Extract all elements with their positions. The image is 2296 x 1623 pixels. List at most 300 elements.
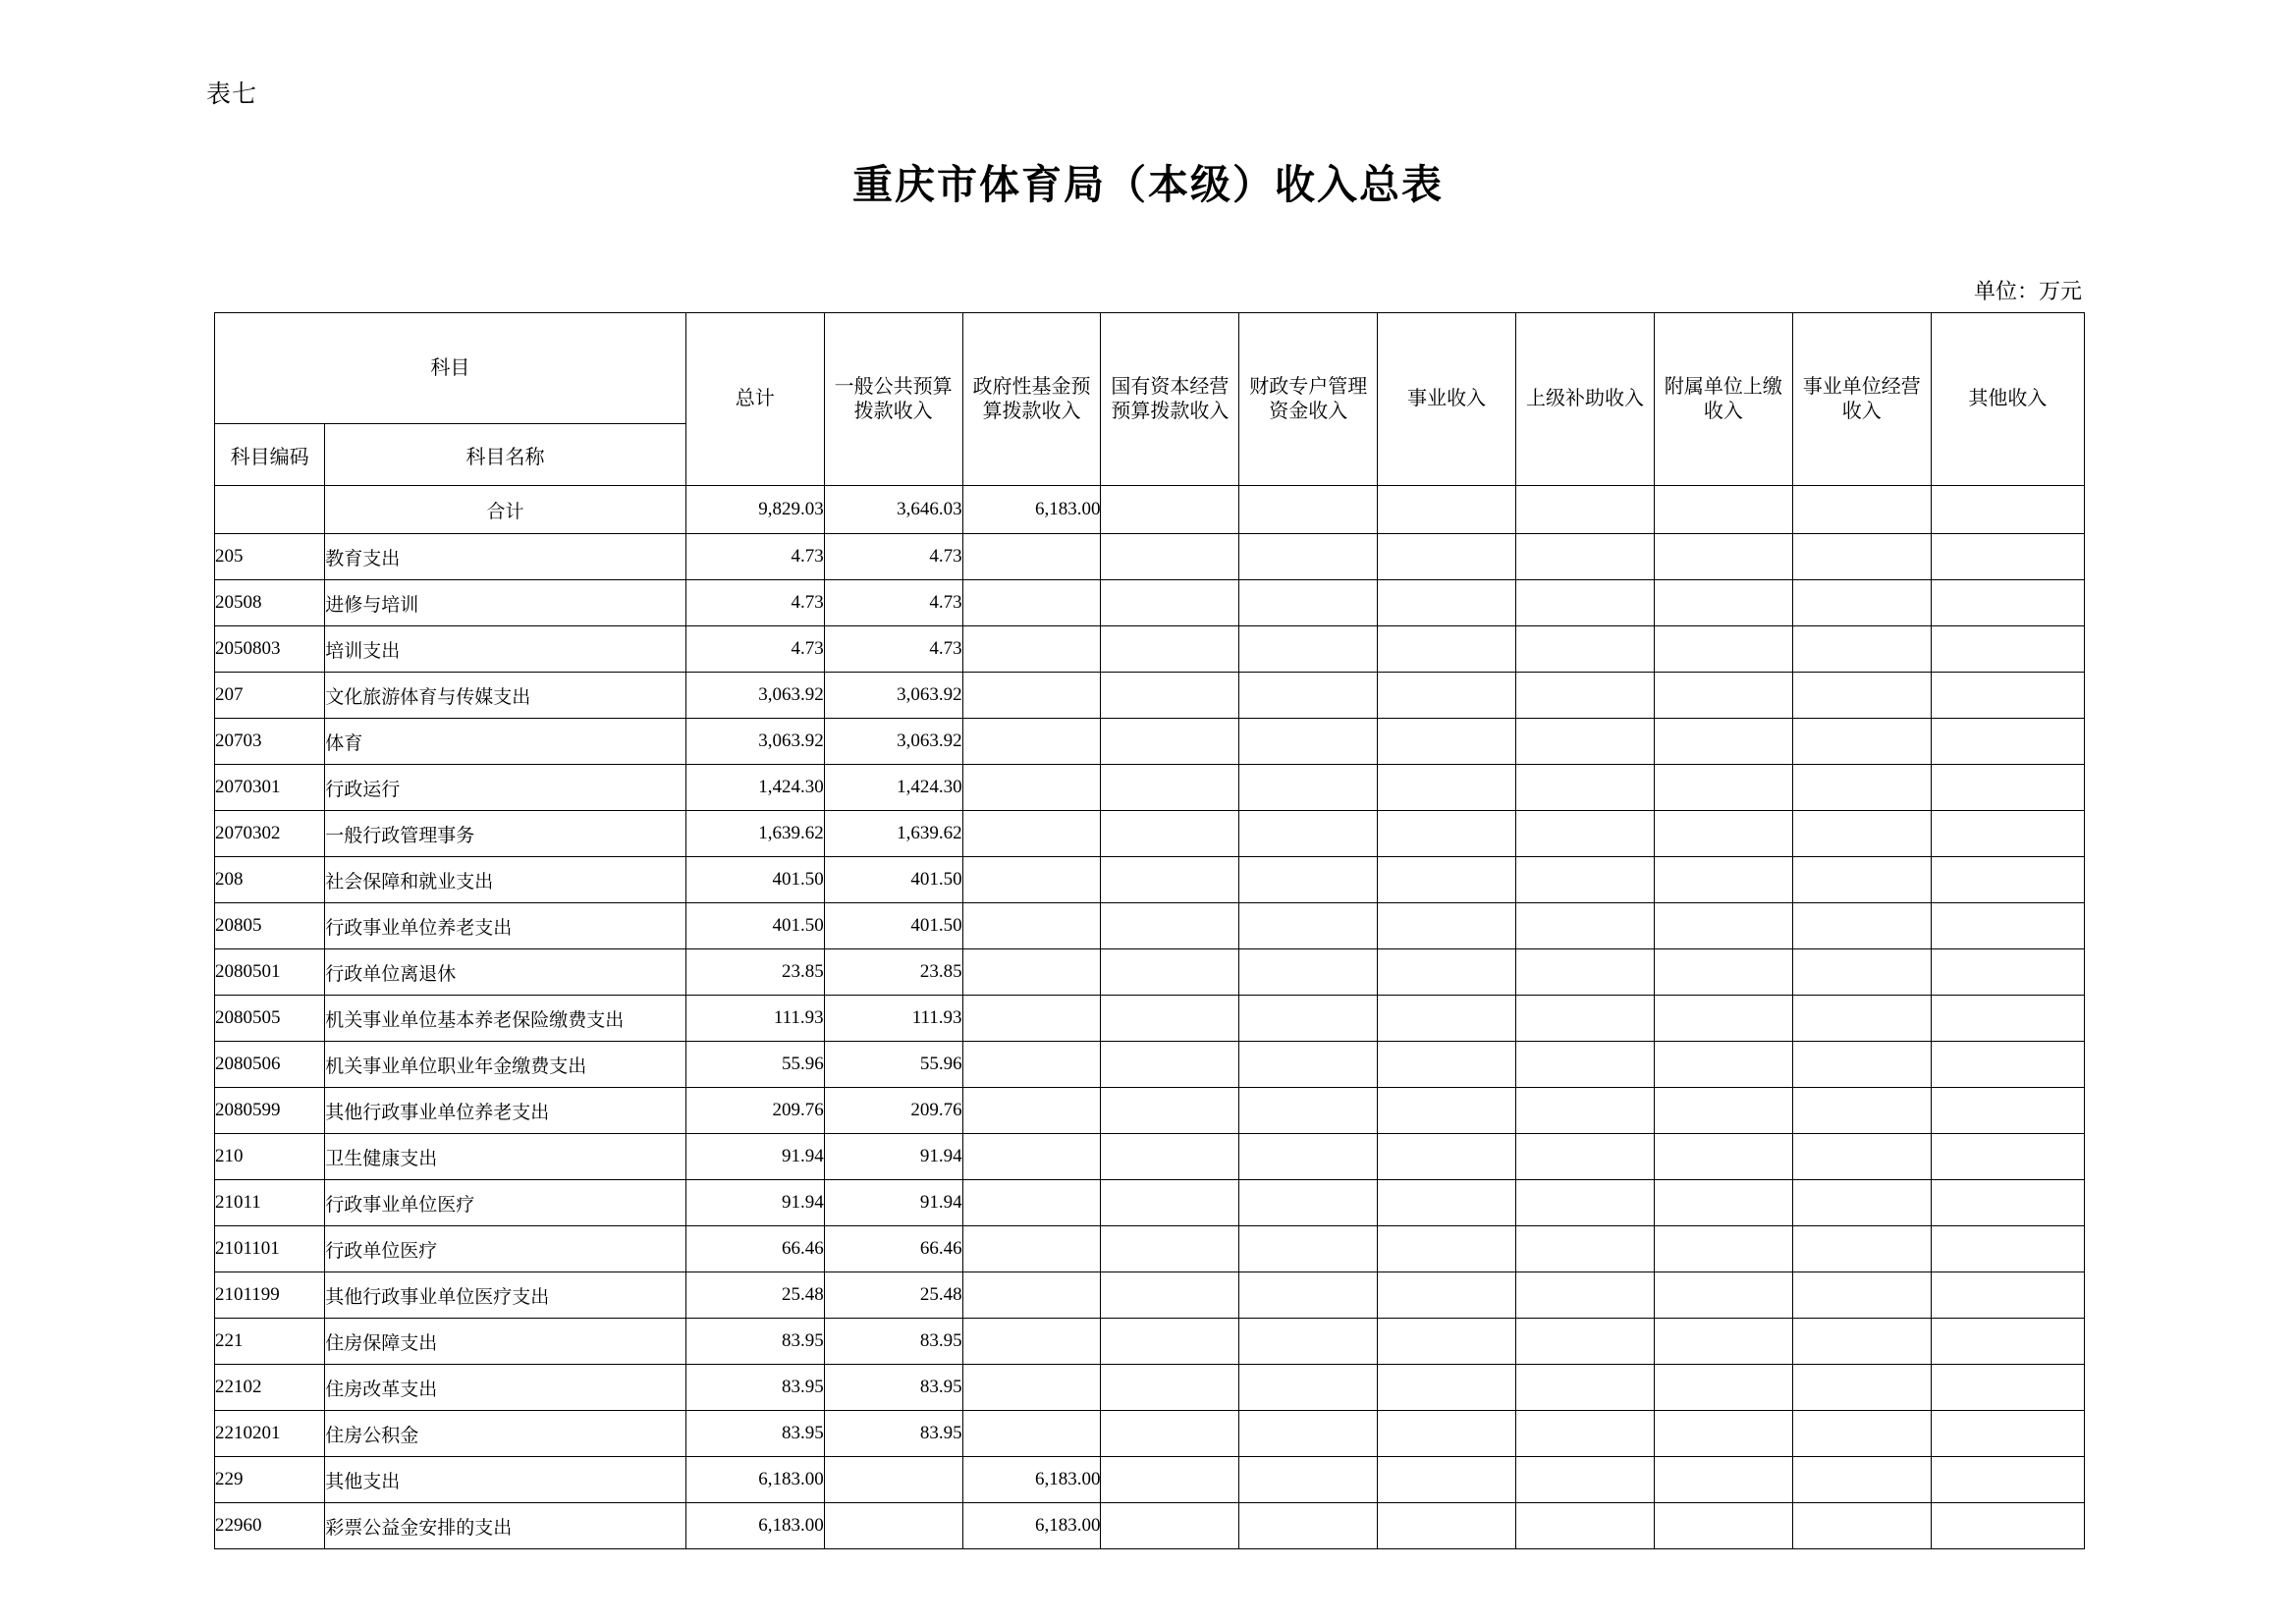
table-row	[215, 996, 2085, 1042]
row-gov-fund: 6,183.00	[962, 1503, 1101, 1549]
row-superior-subsidy	[1516, 857, 1655, 903]
row-gov-fund	[962, 1042, 1101, 1088]
row-operating-income	[1792, 1042, 1931, 1088]
total-row-operating-income	[1792, 486, 1931, 534]
row-operating-income	[1792, 1134, 1931, 1180]
row-soe-capital	[1101, 580, 1239, 626]
row-general-public: 209.76	[824, 1088, 962, 1134]
row-total: 6,183.00	[685, 1457, 824, 1503]
row-general-public: 1,424.30	[824, 765, 962, 811]
table-row	[215, 811, 2085, 857]
row-affiliated-paid	[1654, 996, 1792, 1042]
row-affiliated-paid	[1654, 626, 1792, 673]
table-row	[215, 1180, 2085, 1226]
row-career-income	[1378, 1088, 1516, 1134]
row-code: 229	[215, 1457, 325, 1503]
header-col-code: 科目编码	[215, 424, 325, 486]
row-total: 83.95	[685, 1411, 824, 1457]
row-affiliated-paid	[1654, 1503, 1792, 1549]
form-label: 表七	[206, 81, 258, 108]
row-gov-fund	[962, 996, 1101, 1042]
row-fin-account	[1239, 949, 1378, 996]
total-row-gov-fund: 6,183.00	[962, 486, 1101, 534]
row-fin-account	[1239, 1134, 1378, 1180]
row-gov-fund	[962, 673, 1101, 719]
row-operating-income	[1792, 580, 1931, 626]
row-career-income	[1378, 534, 1516, 580]
row-name: 行政单位离退休	[325, 949, 686, 996]
row-career-income	[1378, 1411, 1516, 1457]
row-superior-subsidy	[1516, 1042, 1655, 1088]
row-career-income	[1378, 1457, 1516, 1503]
row-career-income	[1378, 626, 1516, 673]
row-general-public: 23.85	[824, 949, 962, 996]
header-subject-group: 科目	[215, 313, 686, 424]
row-affiliated-paid	[1654, 1226, 1792, 1272]
row-gov-fund	[962, 903, 1101, 949]
table-row	[215, 1088, 2085, 1134]
row-total: 6,183.00	[685, 1503, 824, 1549]
row-affiliated-paid	[1654, 1042, 1792, 1088]
row-other-income	[1931, 1042, 2084, 1088]
row-total: 25.48	[685, 1272, 824, 1319]
budget-table-container	[214, 312, 2085, 1549]
row-superior-subsidy	[1516, 1365, 1655, 1411]
table-row	[215, 857, 2085, 903]
row-superior-subsidy	[1516, 996, 1655, 1042]
row-gov-fund	[962, 1088, 1101, 1134]
row-superior-subsidy	[1516, 580, 1655, 626]
row-superior-subsidy	[1516, 1457, 1655, 1503]
row-other-income	[1931, 1180, 2084, 1226]
row-name: 行政事业单位医疗	[325, 1180, 686, 1226]
row-gov-fund	[962, 626, 1101, 673]
table-row	[215, 1503, 2085, 1549]
row-name: 住房保障支出	[325, 1319, 686, 1365]
row-fin-account	[1239, 857, 1378, 903]
row-career-income	[1378, 857, 1516, 903]
row-career-income	[1378, 580, 1516, 626]
row-superior-subsidy	[1516, 1180, 1655, 1226]
row-operating-income	[1792, 949, 1931, 996]
row-gov-fund	[962, 1365, 1101, 1411]
row-affiliated-paid	[1654, 1319, 1792, 1365]
row-fin-account	[1239, 903, 1378, 949]
row-fin-account	[1239, 673, 1378, 719]
row-general-public: 55.96	[824, 1042, 962, 1088]
row-total: 66.46	[685, 1226, 824, 1272]
row-career-income	[1378, 1319, 1516, 1365]
row-fin-account	[1239, 765, 1378, 811]
row-superior-subsidy	[1516, 949, 1655, 996]
row-name: 机关事业单位基本养老保险缴费支出	[325, 996, 686, 1042]
row-other-income	[1931, 1088, 2084, 1134]
row-total: 55.96	[685, 1042, 824, 1088]
row-soe-capital	[1101, 1503, 1239, 1549]
row-career-income	[1378, 1503, 1516, 1549]
row-affiliated-paid	[1654, 857, 1792, 903]
table-row	[215, 1457, 2085, 1503]
row-soe-capital	[1101, 1365, 1239, 1411]
row-soe-capital	[1101, 1042, 1239, 1088]
row-total: 1,639.62	[685, 811, 824, 857]
row-superior-subsidy	[1516, 1503, 1655, 1549]
header-row-1	[215, 313, 2085, 424]
row-total: 111.93	[685, 996, 824, 1042]
row-soe-capital	[1101, 673, 1239, 719]
table-row	[215, 534, 2085, 580]
row-other-income	[1931, 1411, 2084, 1457]
row-soe-capital	[1101, 1134, 1239, 1180]
row-fin-account	[1239, 534, 1378, 580]
row-affiliated-paid	[1654, 811, 1792, 857]
row-career-income	[1378, 1042, 1516, 1088]
row-total: 91.94	[685, 1180, 824, 1226]
row-code: 20703	[215, 719, 325, 765]
table-row	[215, 1272, 2085, 1319]
row-general-public: 1,639.62	[824, 811, 962, 857]
row-gov-fund	[962, 1134, 1101, 1180]
row-operating-income	[1792, 1365, 1931, 1411]
row-affiliated-paid	[1654, 1411, 1792, 1457]
row-other-income	[1931, 903, 2084, 949]
row-superior-subsidy	[1516, 626, 1655, 673]
row-soe-capital	[1101, 626, 1239, 673]
row-general-public: 83.95	[824, 1365, 962, 1411]
row-other-income	[1931, 765, 2084, 811]
row-superior-subsidy	[1516, 903, 1655, 949]
row-other-income	[1931, 1365, 2084, 1411]
row-name: 培训支出	[325, 626, 686, 673]
row-other-income	[1931, 1226, 2084, 1272]
header-col-name: 科目名称	[325, 424, 686, 486]
row-fin-account	[1239, 1411, 1378, 1457]
row-gov-fund	[962, 1319, 1101, 1365]
table-row	[215, 1226, 2085, 1272]
row-career-income	[1378, 811, 1516, 857]
header-col-soe-capital: 国有资本经营预算拨款收入	[1101, 313, 1239, 486]
row-affiliated-paid	[1654, 534, 1792, 580]
header-col-fin-account: 财政专户管理资金收入	[1239, 313, 1378, 486]
row-soe-capital	[1101, 996, 1239, 1042]
table-row	[215, 903, 2085, 949]
row-soe-capital	[1101, 811, 1239, 857]
row-name: 行政运行	[325, 765, 686, 811]
total-row-fin-account	[1239, 486, 1378, 534]
row-name: 其他支出	[325, 1457, 686, 1503]
row-general-public: 66.46	[824, 1226, 962, 1272]
table-row-total	[215, 486, 2085, 534]
row-superior-subsidy	[1516, 1411, 1655, 1457]
total-row-label: 合计	[325, 486, 686, 534]
row-total: 4.73	[685, 534, 824, 580]
row-code: 2080599	[215, 1088, 325, 1134]
row-operating-income	[1792, 996, 1931, 1042]
table-row	[215, 765, 2085, 811]
row-total: 4.73	[685, 580, 824, 626]
row-gov-fund	[962, 580, 1101, 626]
row-fin-account	[1239, 1226, 1378, 1272]
row-career-income	[1378, 1365, 1516, 1411]
row-name: 住房公积金	[325, 1411, 686, 1457]
row-total: 91.94	[685, 1134, 824, 1180]
header-col-total: 总计	[685, 313, 824, 486]
row-code: 2101101	[215, 1226, 325, 1272]
row-code: 2080501	[215, 949, 325, 996]
row-code: 22102	[215, 1365, 325, 1411]
row-general-public: 3,063.92	[824, 673, 962, 719]
table-row	[215, 1042, 2085, 1088]
row-general-public: 401.50	[824, 903, 962, 949]
row-name: 一般行政管理事务	[325, 811, 686, 857]
row-other-income	[1931, 949, 2084, 996]
row-other-income	[1931, 1319, 2084, 1365]
row-career-income	[1378, 949, 1516, 996]
total-row-total: 9,829.03	[685, 486, 824, 534]
row-code: 22960	[215, 1503, 325, 1549]
row-operating-income	[1792, 1503, 1931, 1549]
row-name: 文化旅游体育与传媒支出	[325, 673, 686, 719]
header-col-career-income: 事业收入	[1378, 313, 1516, 486]
row-name: 其他行政事业单位养老支出	[325, 1088, 686, 1134]
row-soe-capital	[1101, 1457, 1239, 1503]
row-general-public: 3,063.92	[824, 719, 962, 765]
row-soe-capital	[1101, 765, 1239, 811]
total-row-superior-subsidy	[1516, 486, 1655, 534]
row-affiliated-paid	[1654, 903, 1792, 949]
row-other-income	[1931, 1134, 2084, 1180]
table-row	[215, 673, 2085, 719]
row-other-income	[1931, 580, 2084, 626]
row-total: 83.95	[685, 1319, 824, 1365]
total-row-general-public: 3,646.03	[824, 486, 962, 534]
row-affiliated-paid	[1654, 765, 1792, 811]
row-total: 83.95	[685, 1365, 824, 1411]
row-operating-income	[1792, 1272, 1931, 1319]
row-career-income	[1378, 1180, 1516, 1226]
row-career-income	[1378, 673, 1516, 719]
table-row	[215, 719, 2085, 765]
row-operating-income	[1792, 903, 1931, 949]
row-career-income	[1378, 1272, 1516, 1319]
row-general-public: 91.94	[824, 1180, 962, 1226]
row-fin-account	[1239, 1272, 1378, 1319]
row-general-public: 4.73	[824, 626, 962, 673]
row-affiliated-paid	[1654, 1457, 1792, 1503]
header-col-affiliated-paid: 附属单位上缴收入	[1654, 313, 1792, 486]
row-superior-subsidy	[1516, 1134, 1655, 1180]
row-operating-income	[1792, 1319, 1931, 1365]
table-row	[215, 1134, 2085, 1180]
table-row	[215, 1411, 2085, 1457]
row-gov-fund	[962, 811, 1101, 857]
row-fin-account	[1239, 996, 1378, 1042]
row-code: 20805	[215, 903, 325, 949]
row-superior-subsidy	[1516, 1319, 1655, 1365]
row-code: 20508	[215, 580, 325, 626]
row-operating-income	[1792, 1180, 1931, 1226]
row-gov-fund	[962, 765, 1101, 811]
row-general-public: 4.73	[824, 534, 962, 580]
row-name: 卫生健康支出	[325, 1134, 686, 1180]
row-name: 体育	[325, 719, 686, 765]
table-row	[215, 949, 2085, 996]
row-code: 210	[215, 1134, 325, 1180]
row-soe-capital	[1101, 1411, 1239, 1457]
header-col-general-public: 一般公共预算拨款收入	[824, 313, 962, 486]
row-gov-fund	[962, 534, 1101, 580]
row-code: 221	[215, 1319, 325, 1365]
row-superior-subsidy	[1516, 534, 1655, 580]
row-soe-capital	[1101, 1088, 1239, 1134]
row-soe-capital	[1101, 1272, 1239, 1319]
row-code: 207	[215, 673, 325, 719]
row-superior-subsidy	[1516, 1088, 1655, 1134]
row-affiliated-paid	[1654, 719, 1792, 765]
row-career-income	[1378, 903, 1516, 949]
row-other-income	[1931, 626, 2084, 673]
table-row	[215, 1365, 2085, 1411]
row-total: 3,063.92	[685, 719, 824, 765]
row-general-public: 83.95	[824, 1319, 962, 1365]
row-total: 401.50	[685, 857, 824, 903]
row-affiliated-paid	[1654, 673, 1792, 719]
row-career-income	[1378, 719, 1516, 765]
table-row	[215, 626, 2085, 673]
row-operating-income	[1792, 1088, 1931, 1134]
header-col-superior-subsidy: 上级补助收入	[1516, 313, 1655, 486]
row-career-income	[1378, 765, 1516, 811]
row-fin-account	[1239, 1042, 1378, 1088]
row-soe-capital	[1101, 719, 1239, 765]
total-row-other-income	[1931, 486, 2084, 534]
row-superior-subsidy	[1516, 1226, 1655, 1272]
row-other-income	[1931, 811, 2084, 857]
row-fin-account	[1239, 580, 1378, 626]
row-fin-account	[1239, 719, 1378, 765]
table-body	[215, 486, 2085, 1549]
row-operating-income	[1792, 811, 1931, 857]
row-code: 205	[215, 534, 325, 580]
row-fin-account	[1239, 1503, 1378, 1549]
row-total: 209.76	[685, 1088, 824, 1134]
row-soe-capital	[1101, 949, 1239, 996]
row-fin-account	[1239, 1319, 1378, 1365]
row-code: 2080505	[215, 996, 325, 1042]
table-row	[215, 580, 2085, 626]
row-other-income	[1931, 1503, 2084, 1549]
row-superior-subsidy	[1516, 719, 1655, 765]
row-affiliated-paid	[1654, 949, 1792, 996]
row-general-public	[824, 1457, 962, 1503]
row-superior-subsidy	[1516, 811, 1655, 857]
row-other-income	[1931, 996, 2084, 1042]
row-operating-income	[1792, 673, 1931, 719]
row-career-income	[1378, 1134, 1516, 1180]
row-other-income	[1931, 1457, 2084, 1503]
row-affiliated-paid	[1654, 1365, 1792, 1411]
row-fin-account	[1239, 1365, 1378, 1411]
row-name: 行政单位医疗	[325, 1226, 686, 1272]
row-general-public: 111.93	[824, 996, 962, 1042]
unit-note: 单位：万元	[1973, 279, 2082, 303]
income-summary-table	[214, 312, 2085, 1549]
row-affiliated-paid	[1654, 1088, 1792, 1134]
row-name: 住房改革支出	[325, 1365, 686, 1411]
row-operating-income	[1792, 1226, 1931, 1272]
row-operating-income	[1792, 626, 1931, 673]
row-operating-income	[1792, 1457, 1931, 1503]
row-code: 2101199	[215, 1272, 325, 1319]
row-name: 彩票公益金安排的支出	[325, 1503, 686, 1549]
row-name: 教育支出	[325, 534, 686, 580]
row-operating-income	[1792, 1411, 1931, 1457]
row-affiliated-paid	[1654, 1134, 1792, 1180]
row-general-public: 25.48	[824, 1272, 962, 1319]
row-code: 2080506	[215, 1042, 325, 1088]
row-other-income	[1931, 857, 2084, 903]
row-operating-income	[1792, 534, 1931, 580]
row-fin-account	[1239, 811, 1378, 857]
row-gov-fund	[962, 719, 1101, 765]
row-code: 2210201	[215, 1411, 325, 1457]
row-affiliated-paid	[1654, 1272, 1792, 1319]
row-general-public	[824, 1503, 962, 1549]
row-name: 进修与培训	[325, 580, 686, 626]
row-fin-account	[1239, 626, 1378, 673]
row-operating-income	[1792, 857, 1931, 903]
total-row-code	[215, 486, 325, 534]
page-title: 重庆市体育局（本级）收入总表	[852, 162, 1444, 207]
row-fin-account	[1239, 1088, 1378, 1134]
table-row	[215, 1319, 2085, 1365]
row-name: 机关事业单位职业年金缴费支出	[325, 1042, 686, 1088]
row-other-income	[1931, 673, 2084, 719]
row-gov-fund	[962, 1411, 1101, 1457]
row-other-income	[1931, 1272, 2084, 1319]
row-affiliated-paid	[1654, 1180, 1792, 1226]
row-operating-income	[1792, 765, 1931, 811]
row-soe-capital	[1101, 1319, 1239, 1365]
row-affiliated-paid	[1654, 580, 1792, 626]
total-row-affiliated-paid	[1654, 486, 1792, 534]
row-superior-subsidy	[1516, 673, 1655, 719]
row-code: 208	[215, 857, 325, 903]
row-superior-subsidy	[1516, 765, 1655, 811]
row-fin-account	[1239, 1457, 1378, 1503]
row-code: 2070301	[215, 765, 325, 811]
row-code: 2050803	[215, 626, 325, 673]
row-total: 3,063.92	[685, 673, 824, 719]
row-total: 401.50	[685, 903, 824, 949]
row-gov-fund	[962, 1226, 1101, 1272]
row-operating-income	[1792, 719, 1931, 765]
row-total: 23.85	[685, 949, 824, 996]
row-career-income	[1378, 1226, 1516, 1272]
row-name: 社会保障和就业支出	[325, 857, 686, 903]
row-soe-capital	[1101, 903, 1239, 949]
row-soe-capital	[1101, 857, 1239, 903]
row-soe-capital	[1101, 534, 1239, 580]
row-gov-fund: 6,183.00	[962, 1457, 1101, 1503]
total-row-career-income	[1378, 486, 1516, 534]
total-row-soe-capital	[1101, 486, 1239, 534]
row-name: 其他行政事业单位医疗支出	[325, 1272, 686, 1319]
row-code: 21011	[215, 1180, 325, 1226]
row-gov-fund	[962, 1180, 1101, 1226]
header-col-operating-income: 事业单位经营收入	[1792, 313, 1931, 486]
row-general-public: 401.50	[824, 857, 962, 903]
